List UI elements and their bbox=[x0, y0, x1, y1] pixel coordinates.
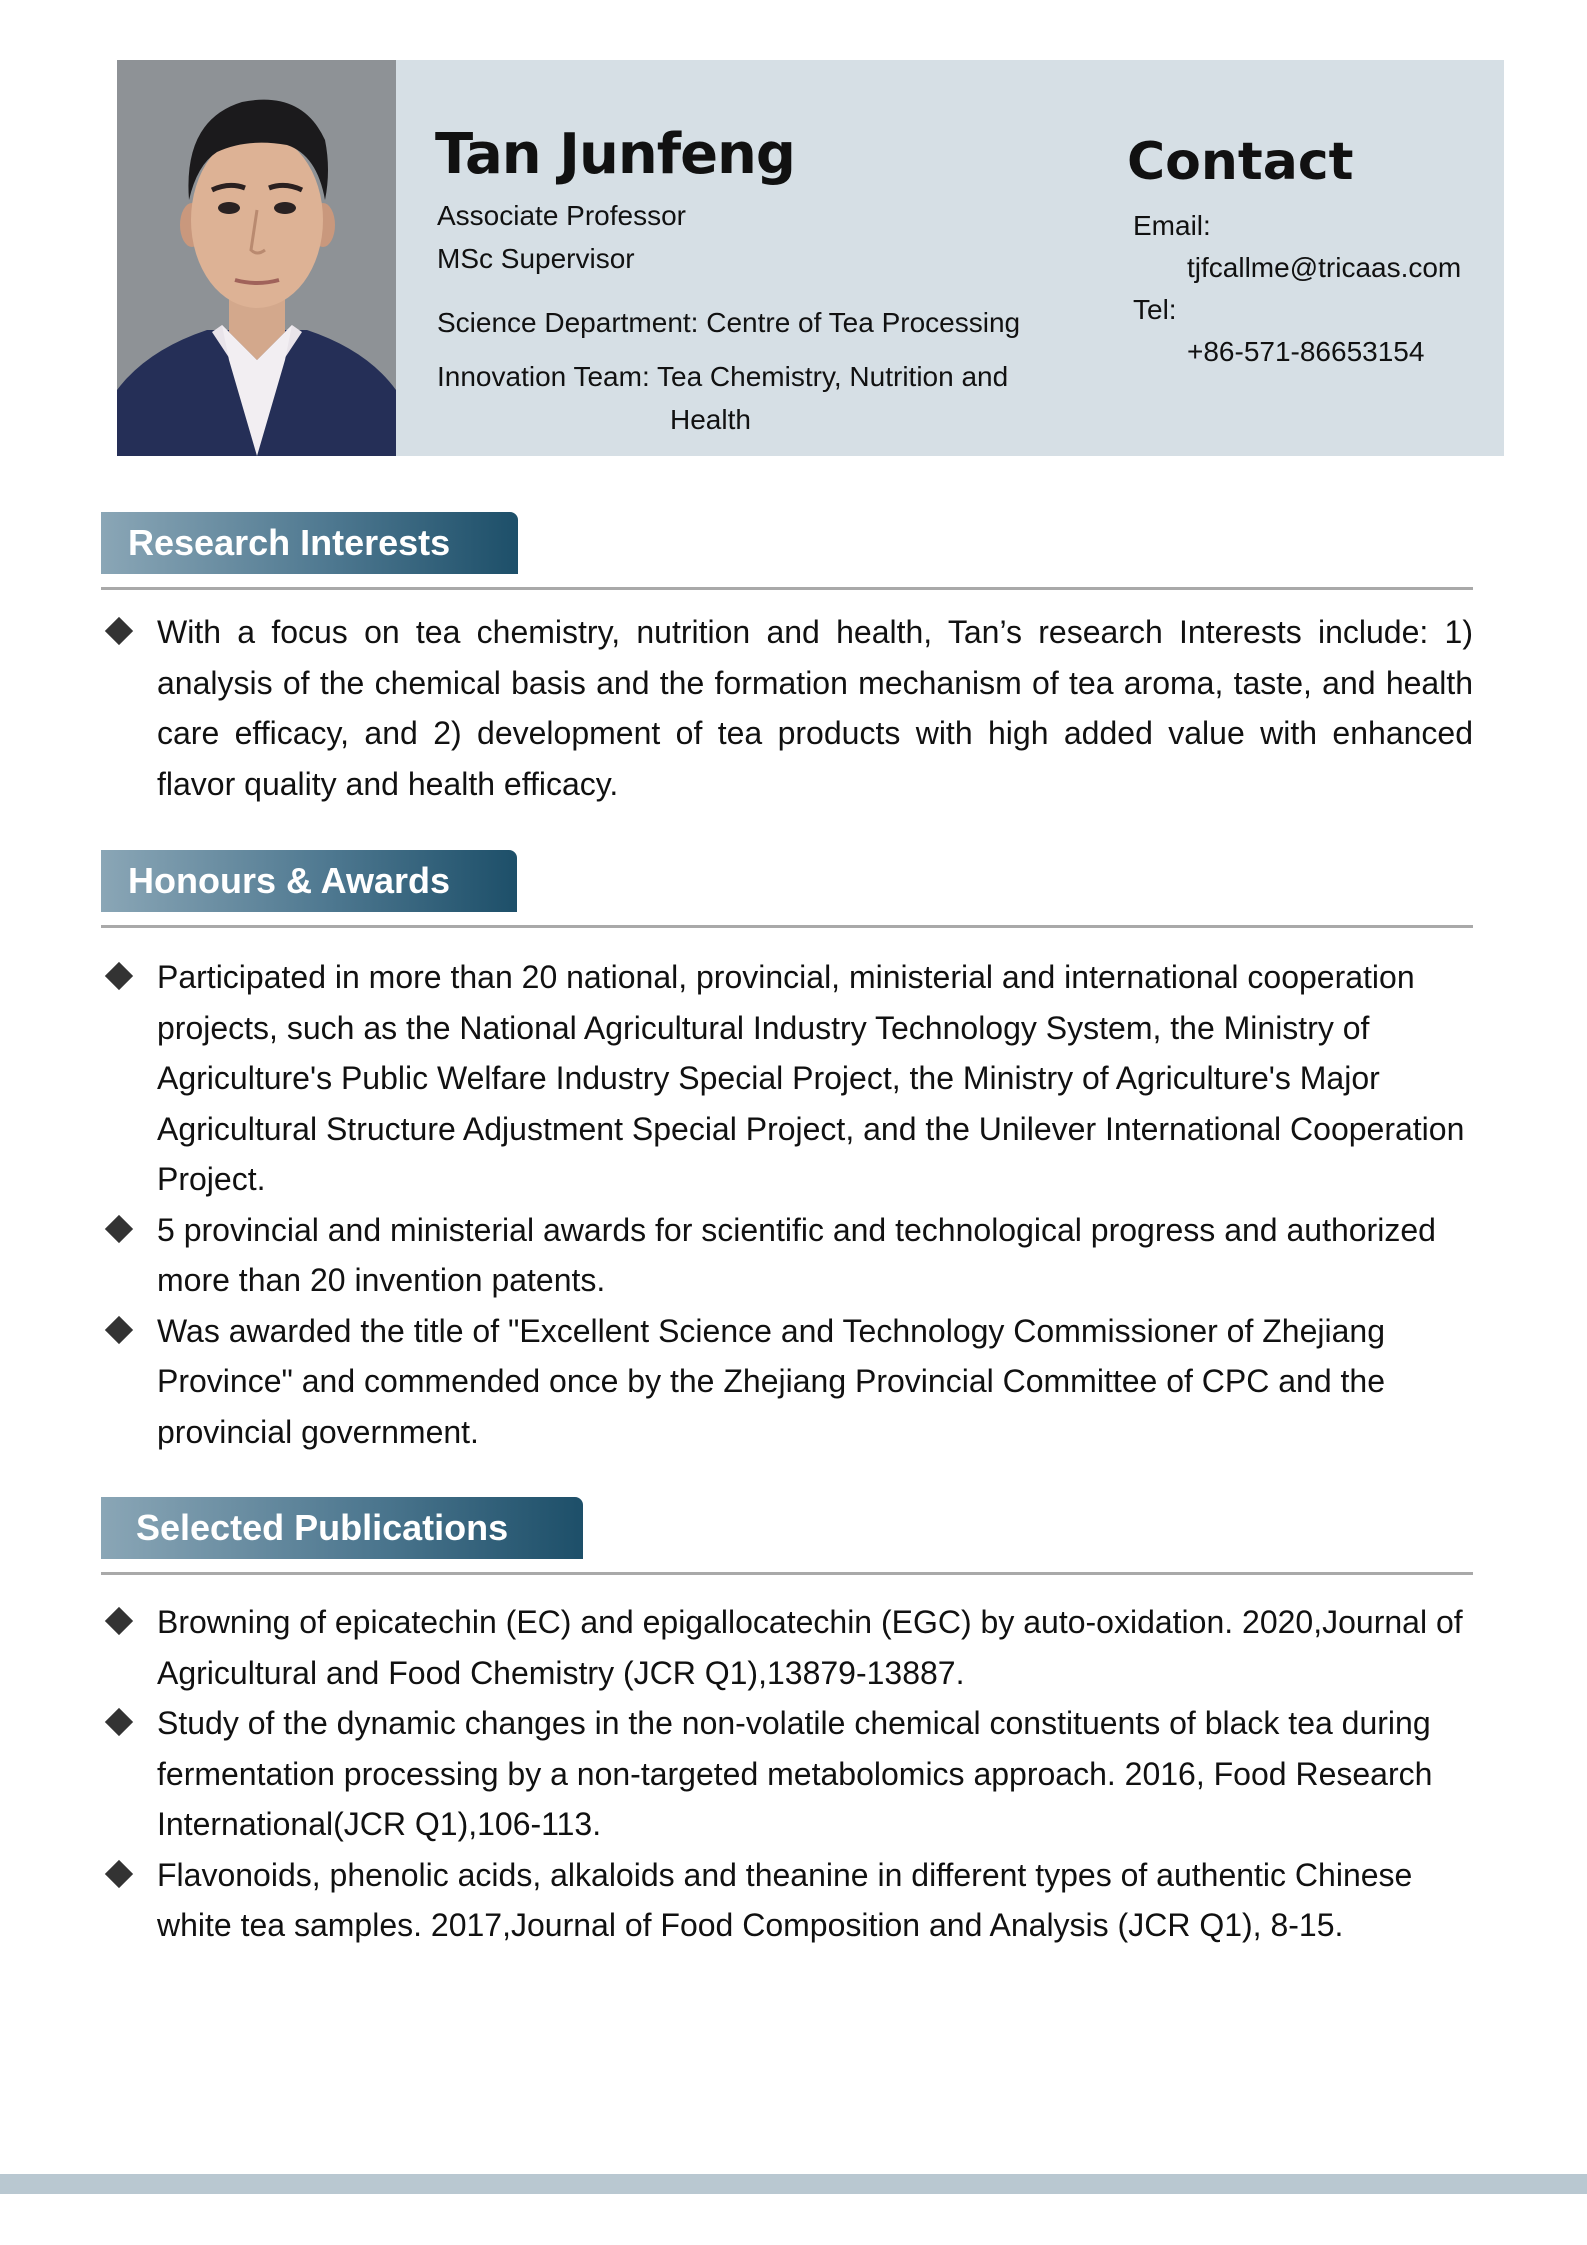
research-interests-heading: Research Interests bbox=[101, 512, 518, 574]
profile-header bbox=[117, 60, 1504, 456]
person-name: Tan Junfeng bbox=[435, 122, 795, 187]
diamond-bullet-icon bbox=[105, 1214, 133, 1242]
innovation-team bbox=[437, 355, 1077, 441]
team-line-1: Innovation Team: Tea Chemistry, Nutrition and bbox=[437, 361, 1009, 392]
diamond-bullet-icon bbox=[105, 1315, 133, 1343]
diamond-bullet-icon bbox=[105, 1859, 133, 1887]
email-address[interactable]: tjfcallme@tricaas.com bbox=[1187, 252, 1462, 283]
list-item: Study of the dynamic changes in the non-volatile chemical constituents of black tea during fermentation processing by a non-targeted metabolomics approach. 2016, Food Research International(JCR Q1),106-113. bbox=[101, 1698, 1473, 1850]
portrait-image bbox=[117, 60, 396, 456]
diamond-bullet-icon bbox=[105, 1708, 133, 1736]
department: Science Department: Centre of Tea Processing bbox=[437, 307, 1021, 338]
diamond-bullet-icon bbox=[105, 962, 133, 990]
section-divider bbox=[101, 925, 1473, 928]
footer-bar bbox=[0, 2174, 1587, 2194]
tel-label: Tel: bbox=[1133, 294, 1177, 325]
list-item: Flavonoids, phenolic acids, alkaloids and theanine in different types of authentic Chinese white tea samples. 2017,Journal of Food Composition and Analysis (JCR Q1), 8-15. bbox=[101, 1850, 1473, 1951]
team-line-2: Health bbox=[670, 404, 751, 435]
list-item: With a focus on tea chemistry, nutrition and health, Tan’s research Interests include: 1) analysis of the chemical basis and the formation mechanism of tea aroma, taste, and health care efficacy, and 2) development of tea products with high added value with enhanced flavor quality and health efficacy. bbox=[101, 607, 1473, 809]
email-label: Email: bbox=[1133, 210, 1211, 241]
research-interests-list bbox=[101, 607, 1473, 809]
contact-heading: Contact bbox=[1127, 132, 1354, 192]
section-divider bbox=[101, 1572, 1473, 1575]
selected-publications-heading: Selected Publications bbox=[101, 1497, 583, 1559]
tel-number[interactable]: +86-571-86653154 bbox=[1187, 336, 1425, 367]
job-title: Associate Professor bbox=[437, 200, 686, 231]
diamond-bullet-icon bbox=[105, 617, 133, 645]
list-item: 5 provincial and ministerial awards for scientific and technological progress and authorized more than 20 invention patents. bbox=[101, 1205, 1473, 1306]
honours-awards-list bbox=[101, 952, 1473, 1457]
supervisor-role: MSc Supervisor bbox=[437, 243, 635, 274]
profile-photo bbox=[117, 60, 396, 456]
diamond-bullet-icon bbox=[105, 1607, 133, 1635]
publications-list bbox=[101, 1597, 1473, 1951]
section-divider bbox=[101, 587, 1473, 590]
list-item: Was awarded the title of "Excellent Science and Technology Commissioner of Zhejiang Province" and commended once by the Zhejiang Provincial Committee of CPC and the provincial government. bbox=[101, 1306, 1473, 1458]
list-item: Browning of epicatechin (EC) and epigallocatechin (EGC) by auto-oxidation. 2020,Journal of Agricultural and Food Chemistry (JCR Q1),13879-13887. bbox=[101, 1597, 1473, 1698]
honours-awards-heading: Honours & Awards bbox=[101, 850, 517, 912]
list-item: Participated in more than 20 national, provincial, ministerial and international cooperation projects, such as the National Agricultural Industry Technology System, the Ministry of Agriculture's Public Welfare Industry Special Project, the Ministry of Agriculture's Major Agricultural Structure Adjustment Special Project, and the Unilever International Cooperation Project. bbox=[101, 952, 1473, 1205]
